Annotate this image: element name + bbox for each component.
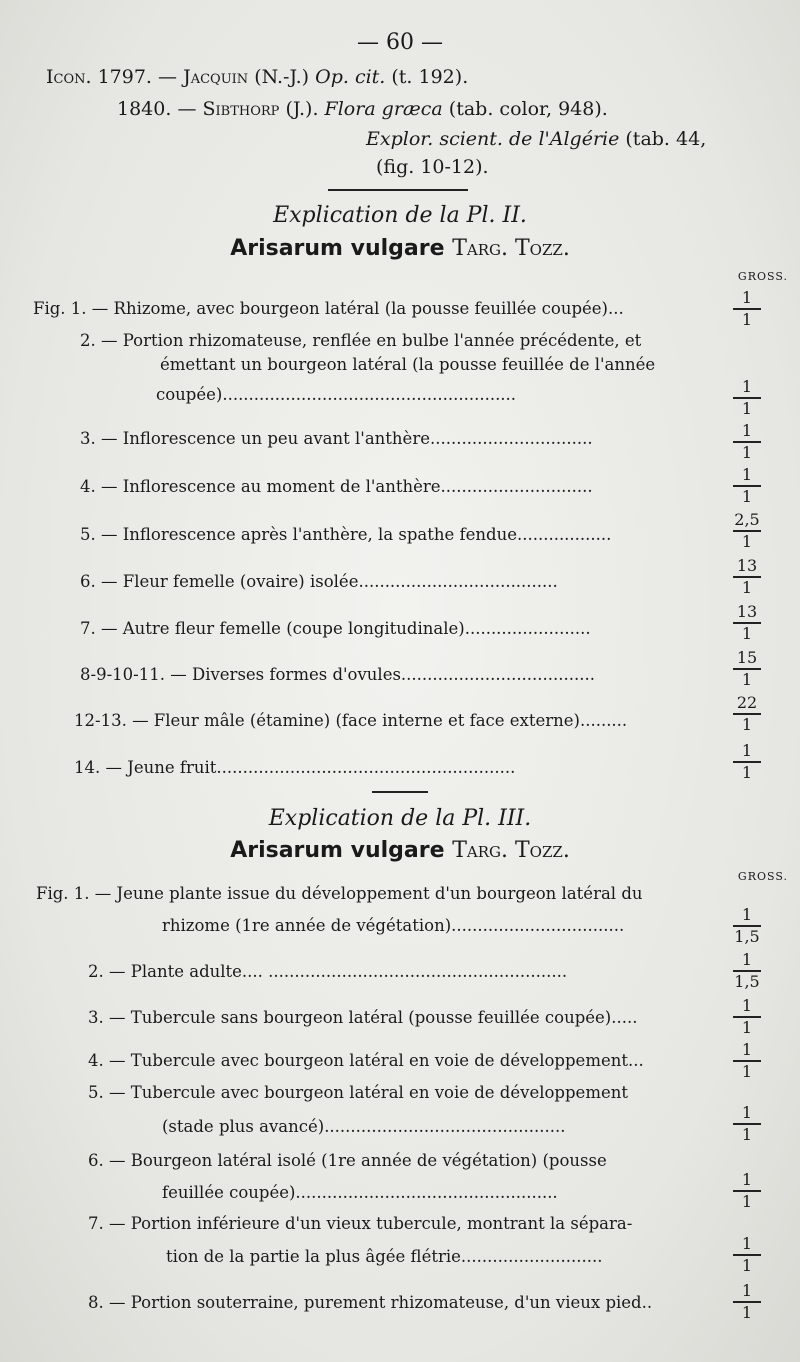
section-divider <box>328 189 468 191</box>
plate-2-fig-1: Fig. 1. — Rhizome, avec bourgeon latéral (la pousse feuillée coupée)... <box>33 299 624 318</box>
icon-entry-3: Explor. scient. de l'Algérie (tab. 44, <box>366 128 707 150</box>
plate-3-fig-1-line-2: rhizome (1re année de végétation)................................. <box>162 916 625 935</box>
plate-3-fig-7-line-2: tion de la partie la plus âgée flétrie........................... <box>166 1247 603 1266</box>
plate-2-fig-4: 4. — Inflorescence au moment de l'anthère............................. <box>80 477 593 496</box>
plate-2-fig-2-line-2: émettant un bourgeon latéral (la pousse feuillée de l'année <box>160 355 656 374</box>
plate-3-title: Explication de la Pl. III. <box>268 806 532 831</box>
plate-2-fig-1-scale: 1 1 <box>729 289 765 329</box>
plate-3-fig-7-scale: 1 1 <box>729 1235 765 1275</box>
plate-2-fig-3: 3. — Inflorescence un peu avant l'anthère............................... <box>80 429 593 448</box>
plate-2-fig-5: 5. — Inflorescence après l'anthère, la spathe fendue.................. <box>80 525 612 544</box>
plate-2-fig-2: 2. — Portion rhizomateuse, renflée en bulbe l'année précédente, et <box>80 331 642 350</box>
plate-2-fig-4-scale: 1 1 <box>729 466 765 506</box>
plate-2-title: Explication de la Pl. II. <box>273 203 527 228</box>
plate-2-fig-8-11-scale: 15 1 <box>729 649 765 689</box>
plate-3-gross-label: GROSS. <box>737 870 788 883</box>
plate-2-fig-14: 14. — Jeune fruit......................................................... <box>74 758 516 777</box>
plate-2-gross-label: GROSS. <box>737 270 788 283</box>
icon-entry-4: (fig. 10-12). <box>376 156 489 178</box>
icon-entry-2: 1840. — Sibthorp (J.). Flora græca (tab. color, 948). <box>117 98 608 120</box>
plate-2-fig-12-13-scale: 22 1 <box>729 694 765 734</box>
plate-3-fig-8: 8. — Portion souterraine, purement rhizomateuse, d'un vieux pied.. <box>88 1293 653 1312</box>
icon-entry-1: Icon. 1797. — Jacquin (N.-J.) Op. cit. (t. 192). <box>46 66 469 88</box>
plate-2-fig-6-scale: 13 1 <box>729 557 765 597</box>
plate-3-fig-6-line-2: feuillée coupée).................................................. <box>162 1183 558 1202</box>
plate-3-fig-2-scale: 1 1,5 <box>734 950 760 991</box>
plate-3-fig-5-scale: 1 1 <box>729 1104 765 1144</box>
plate-2-fig-3-scale: 1 1 <box>729 422 765 462</box>
plate-3-fig-4: 4. — Tubercule avec bourgeon latéral en voie de développement... <box>88 1051 644 1070</box>
plate-3-fig-1: Fig. 1. — Jeune plante issue du développement d'un bourgeon latéral du <box>36 884 643 903</box>
plate-3-species: Arisarum vulgare Targ. Tozz. <box>230 838 570 863</box>
plate-2-fig-6: 6. — Fleur femelle (ovaire) isolée...................................... <box>80 572 558 591</box>
plate-3-fig-4-scale: 1 1 <box>729 1041 765 1081</box>
plate-3-fig-6-scale: 1 1 <box>729 1171 765 1211</box>
plate-2-fig-7: 7. — Autre fleur femelle (coupe longitudinale)........................ <box>80 619 591 638</box>
page-number: — 60 — <box>357 30 443 55</box>
plate-2-species: Arisarum vulgare Targ. Tozz. <box>230 236 570 261</box>
plate-3-fig-5-line-2: (stade plus avancé).............................................. <box>162 1117 566 1136</box>
plate-2-fig-12-13: 12-13. — Fleur mâle (étamine) (face interne et face externe)......... <box>74 711 628 730</box>
plate-3-fig-8-scale: 1 1 <box>729 1282 765 1322</box>
plate-3-fig-3-scale: 1 1 <box>729 997 765 1037</box>
plate-2-fig-5-scale: 2,5 1 <box>734 510 760 551</box>
plate-3-fig-6: 6. — Bourgeon latéral isolé (1re année de végétation) (pousse <box>88 1151 607 1170</box>
plate-2-fig-2-scale: 1 1 <box>729 378 765 418</box>
plate-3-fig-7: 7. — Portion inférieure d'un vieux tubercule, montrant la sépara- <box>88 1214 633 1233</box>
plate-2-fig-2-line-3: coupée)........................................................ <box>156 385 517 404</box>
plate-3-fig-3: 3. — Tubercule sans bourgeon latéral (pousse feuillée coupée)..... <box>88 1008 638 1027</box>
plate-3-fig-1-scale: 1 1,5 <box>734 905 760 946</box>
plate-3-fig-2: 2. — Plante adulte.... ......................................................... <box>88 962 568 981</box>
plate-divider <box>372 791 428 793</box>
plate-2-fig-14-scale: 1 1 <box>729 742 765 782</box>
plate-2-fig-8-11: 8-9-10-11. — Diverses formes d'ovules..................................... <box>80 665 595 684</box>
icon-label: Icon. <box>46 66 92 88</box>
plate-2-fig-7-scale: 13 1 <box>729 603 765 643</box>
plate-3-fig-5: 5. — Tubercule avec bourgeon latéral en voie de développement <box>88 1083 628 1102</box>
